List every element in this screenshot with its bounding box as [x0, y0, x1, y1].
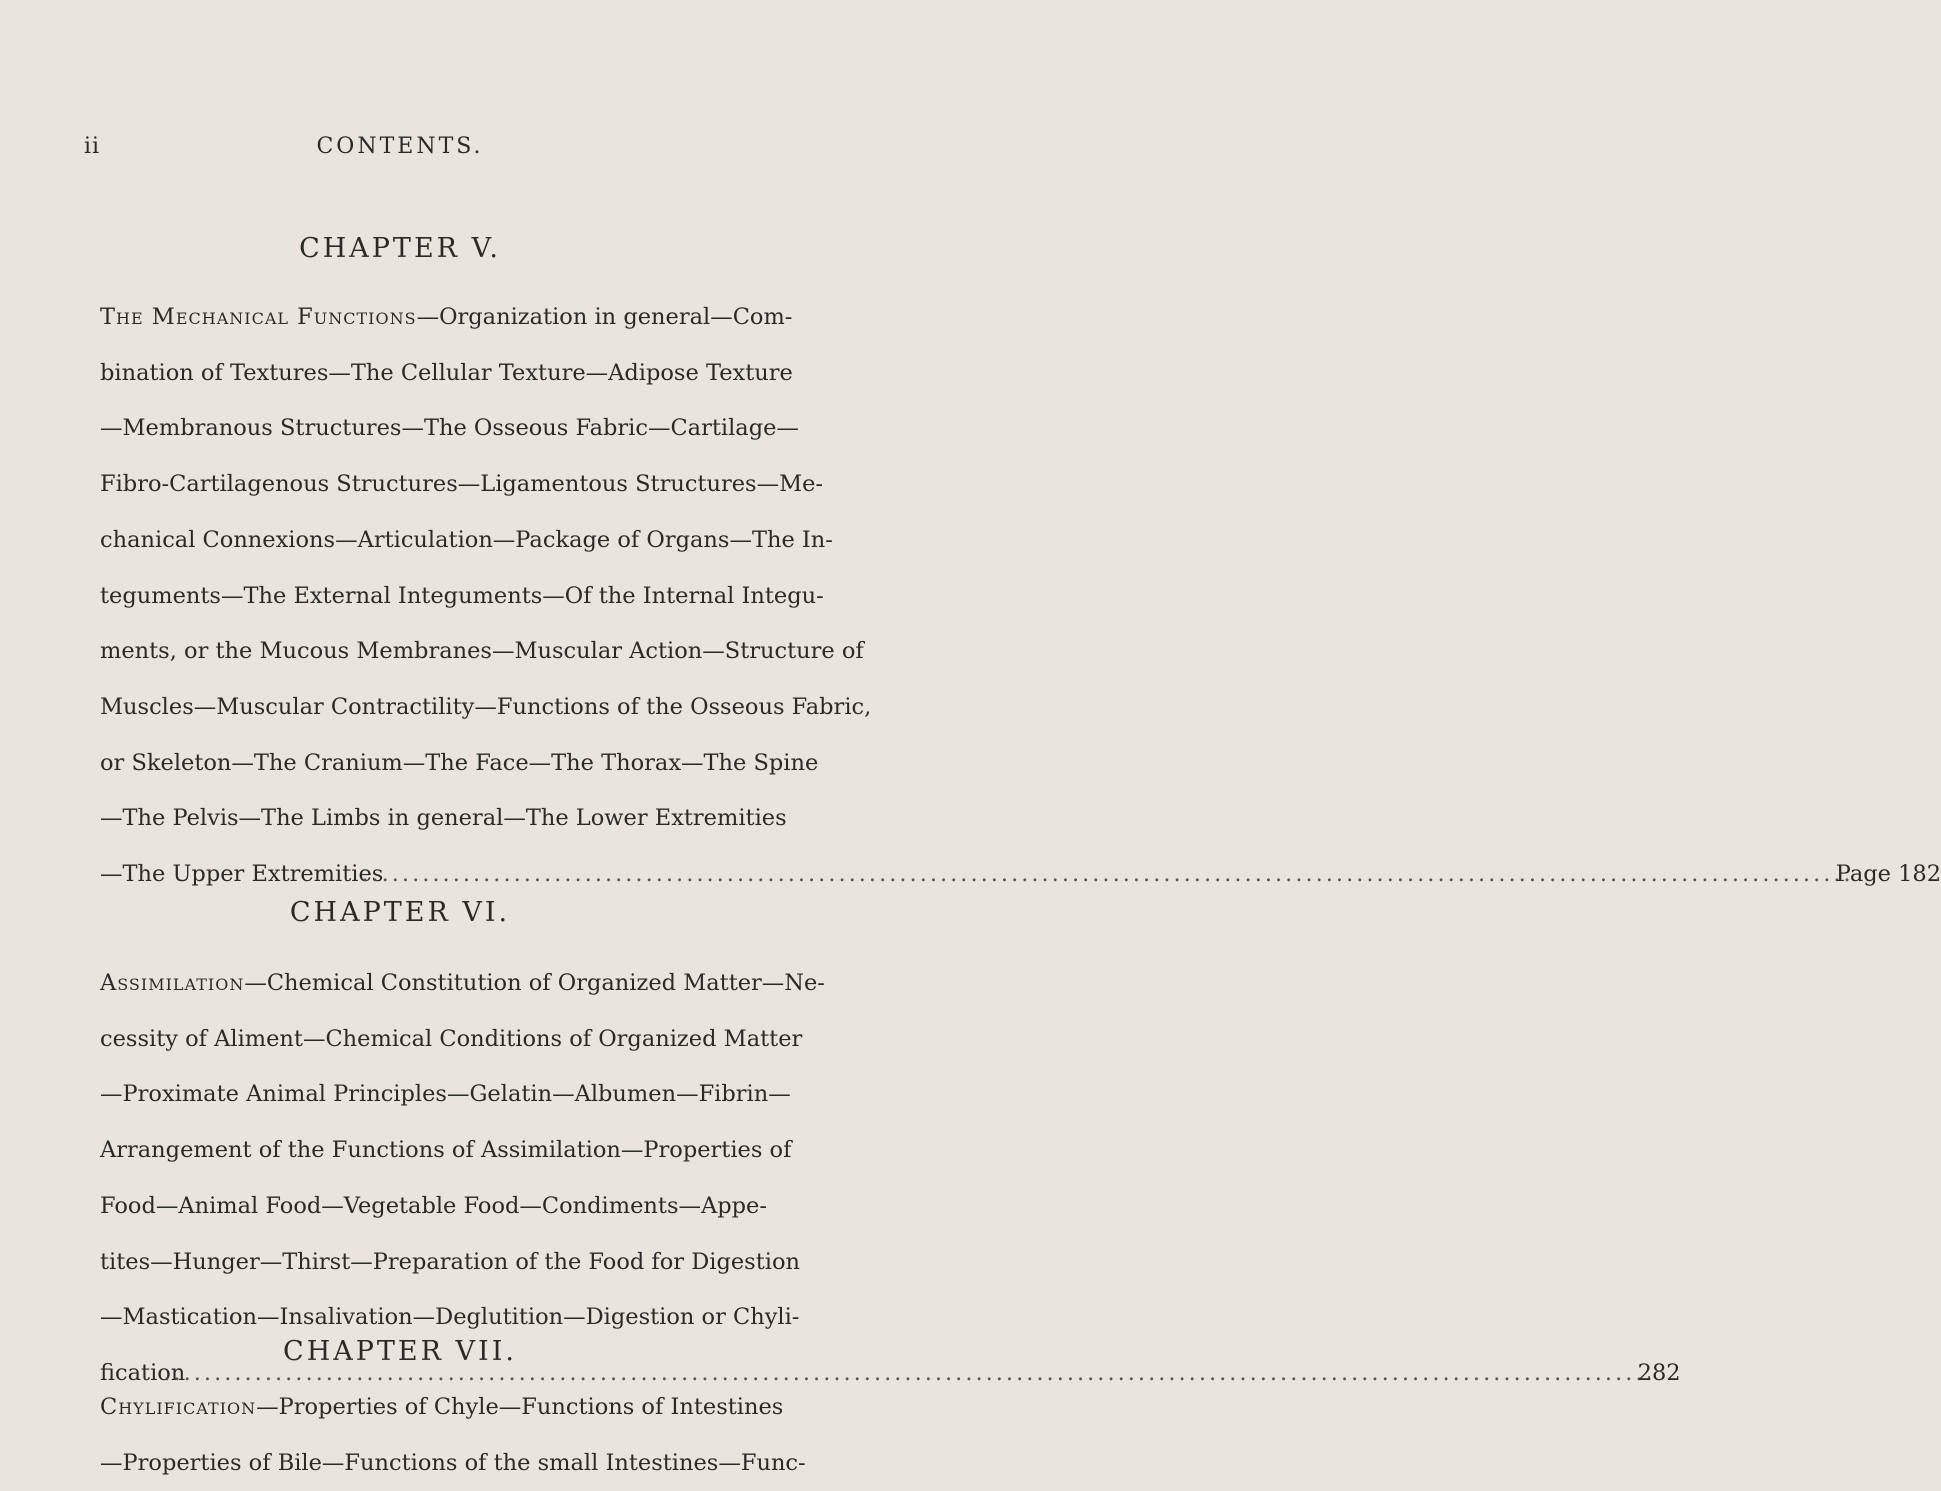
page-reference: Page 182 — [1835, 861, 1941, 888]
entry-lead: Assimilation — [100, 970, 245, 996]
page-reference: 282 — [1637, 1359, 1681, 1386]
chapter-vii-title: CHAPTER VII. — [283, 1336, 517, 1367]
entry-line: —Properties of Bile—Functions of the small Intestines—Func- — [100, 1449, 806, 1476]
entry-text: —The Upper Extremities — [100, 861, 384, 888]
page-number: ii — [84, 134, 101, 159]
entry-line: bination of Textures—The Cellular Texture—Adipose Texture — [100, 359, 793, 386]
entry-line: —Membranous Structures—The Osseous Fabric—Cartilage— — [100, 415, 799, 442]
entry-line: chanical Connexions—Articulation—Package of Organs—The In- — [100, 526, 833, 553]
entry-lead: Chylification — [100, 1394, 257, 1420]
entry-text: —Chemical Constitution of Organized Matter—Ne- — [244, 970, 825, 996]
entry-line: —Proximate Animal Principles—Gelatin—Albumen—Fibrin— — [100, 1081, 791, 1108]
entry-text: —Organization in general—Com- — [416, 304, 793, 330]
page-header — [0, 134, 800, 164]
entry-line — [100, 290, 800, 346]
chapter-v-title: CHAPTER V. — [299, 233, 501, 264]
entry-line: Fibro-Cartilagenous Structures—Ligamentous Structures—Me- — [100, 471, 824, 498]
chapter-v-entry — [100, 290, 1941, 903]
entry-line — [100, 1380, 800, 1436]
entry-text: fication — [100, 1359, 186, 1386]
entry-line: Muscles—Muscular Contractility—Functions of the Osseous Fabric, — [100, 693, 872, 720]
entry-line: —Mastication—Insalivation—Deglutition—Digestion or Chyli- — [100, 1304, 800, 1331]
entry-line: —The Pelvis—The Limbs in general—The Lower Extremities — [100, 805, 787, 832]
entry-last-line — [100, 847, 1941, 903]
entry-line: Arrangement of the Functions of Assimilation—Properties of — [100, 1137, 792, 1164]
entry-line: cessity of Aliment—Chemical Conditions of Organized Matter — [100, 1025, 803, 1052]
entry-line: Food—Animal Food—Vegetable Food—Condiments—Appe- — [100, 1192, 767, 1219]
chapter-vi-title: CHAPTER VI. — [289, 897, 511, 928]
entry-line — [100, 956, 825, 1012]
chapter-vi-entry — [100, 956, 1681, 1402]
entry-line: ments, or the Mucous Membranes—Muscular Action—Structure of — [100, 638, 864, 665]
entry-text: —Properties of Chyle—Functions of Intestines — [256, 1394, 784, 1420]
entry-line: tites—Hunger—Thirst—Preparation of the Food for Digestion — [100, 1248, 800, 1275]
dot-leader — [383, 847, 1853, 903]
entry-lead: The Mechanical Functions — [100, 304, 417, 330]
entry-line: or Skeleton—The Cranium—The Face—The Thorax—The Spine — [100, 749, 819, 776]
running-head: CONTENTS. — [316, 134, 484, 159]
chapter-vii-entry — [100, 1380, 806, 1491]
entry-line: teguments—The External Integuments—Of the Internal Integu- — [100, 582, 824, 609]
